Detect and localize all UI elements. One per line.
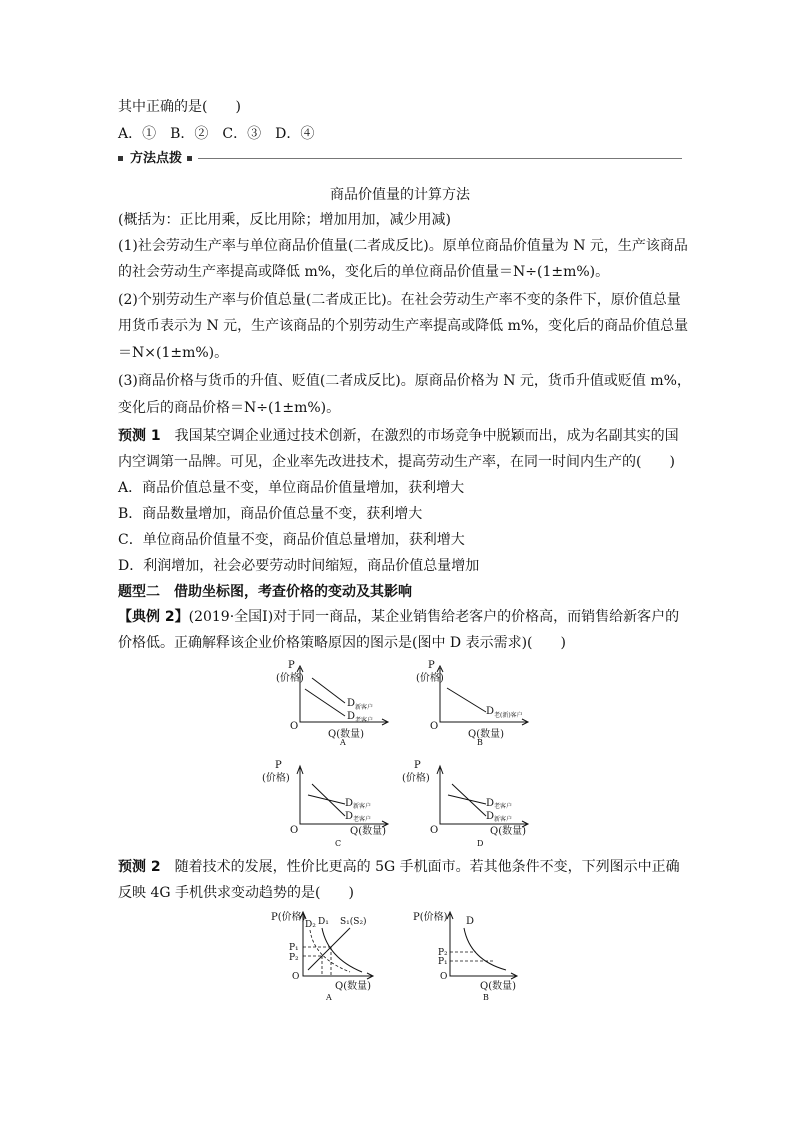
origin-label: O: [290, 825, 299, 836]
pred2-line1: [118, 857, 680, 877]
curve-label-d: D: [486, 706, 495, 717]
pred1-option-a: A．商品价值总量不变，单位商品价值量增加，获利增大: [118, 480, 465, 496]
pred1-label: 预测 1: [118, 428, 161, 444]
curve-sub-new: 新客户: [494, 816, 513, 823]
pred1-text1: 我国某空调企业通过技术创新，在激烈的市场竞争中脱颖而出，成为名副其实的国: [174, 428, 679, 444]
p1-label: P₁: [289, 943, 299, 953]
pred2-label: 预测 2: [118, 859, 161, 875]
origin-label: O: [292, 972, 300, 982]
curve-label-d: D: [345, 811, 354, 822]
axis-price-label: (价格): [262, 773, 290, 784]
ex2-label: 【典例 2】: [118, 609, 189, 625]
axis-q-label: Q(数量): [490, 826, 527, 837]
graph-caption-a: A: [326, 993, 332, 1002]
demand-curve-new: [308, 795, 345, 804]
axis-arrows: [447, 912, 517, 979]
graph-caption-b: B: [477, 738, 483, 747]
graph2-a: [271, 910, 373, 1002]
method-p1-line2: 的社会劳动生产率提高或降低 m%，变化后的单位商品价值量＝N÷(1±m%)。: [118, 264, 610, 280]
axis-price-label: (价格): [402, 773, 430, 784]
axis-price-label: (价格): [416, 673, 444, 684]
demand-curve: [464, 928, 506, 970]
demand-curve-old: [448, 795, 486, 804]
curve-sub-old: 老客户: [494, 803, 513, 810]
axis-arrows: [297, 666, 388, 725]
question-tail: 其中正确的是( ): [118, 99, 241, 115]
demand-curve-new: [312, 678, 345, 703]
section-title: 方法点拨: [130, 151, 183, 166]
graph2-b: [413, 910, 517, 1002]
axis-q-label: Q(数量): [328, 729, 365, 740]
axis-price-label: (价格): [276, 673, 304, 684]
axis-q-label: Q(数量): [350, 826, 387, 837]
pred1-option-d: D．利润增加，社会必要劳动时间缩短，商品价值总量增加: [118, 558, 480, 574]
graph-b: [416, 660, 528, 747]
curve-sub-both: 老(新)客户: [494, 712, 523, 719]
curve-label-s: S₁(S₂): [340, 917, 367, 927]
method-p2-line3: ＝N×(1±m%)。: [118, 345, 229, 361]
origin-label: O: [430, 721, 439, 732]
method-title: 商品价值量的计算方法: [330, 187, 470, 203]
origin-label: O: [430, 825, 439, 836]
pred2-text1: 随着技术的发展，性价比更高的 5G 手机面市。若其他条件不变，下列图示中正确: [174, 859, 680, 875]
curve-label-d: D: [486, 811, 495, 822]
axes: [450, 914, 516, 976]
axis-p-label: P: [428, 660, 435, 671]
method-p2-line2: 用货币表示为 N 元，生产该商品的个别劳动生产率提高或降低 m%，变化后的商品价值总量: [118, 318, 689, 334]
ex2-text1: (2019·全国Ⅰ)对于同一商品，某企业销售给老客户的价格高，而销售给新客户的: [188, 609, 680, 625]
axis-p-label: P: [288, 660, 295, 671]
axis-arrows: [297, 766, 388, 827]
curve-sub-new: 新客户: [353, 803, 372, 810]
graph-caption-c: C: [335, 839, 342, 848]
graph-c: [262, 760, 388, 848]
p1-label: P₁: [438, 957, 448, 967]
curve-label-d: D: [486, 798, 495, 809]
curve-sub-new: 新客户: [355, 704, 374, 711]
axis-p-label: P: [275, 760, 282, 771]
ex2-line2: 价格低。正确解释该企业价格策略原因的图示是(图中 D 表示需求)( ): [118, 635, 566, 651]
method-p3-line2: 变化后的商品价格＝N÷(1±m%)。: [118, 400, 341, 416]
pred1-option-b: B．商品数量增加，商品价值总量不变，获利增大: [118, 506, 423, 522]
origin-label: O: [290, 721, 299, 732]
origin-label: O: [440, 972, 448, 982]
axis-p-label: P(价格): [413, 912, 448, 923]
graph-caption-b: B: [483, 993, 489, 1002]
curve-label-d: D: [466, 916, 475, 927]
graph-caption-a: A: [340, 738, 346, 747]
demand-curve-old: [305, 689, 345, 716]
supply-demand-graphs: [0, 900, 800, 1010]
curve-label-d2: D₂: [305, 920, 316, 930]
axis-p-label: P: [414, 760, 421, 771]
type2-label: 题型二: [118, 584, 160, 600]
method-summary: (概括为：正比用乘，反比用除；增加用加，减少用减): [118, 212, 451, 228]
question-options: A．① B．② C．③ D．④: [118, 126, 315, 142]
axis-q-label: Q(数量): [480, 981, 517, 992]
method-p1-line1: (1)社会劳动生产率与单位商品价值量(二者成反比)。原单位商品价值量为 N 元，生产该商品: [118, 238, 688, 254]
curve-sub-old: 老客户: [353, 816, 372, 823]
p2-label: P₂: [438, 948, 448, 958]
graph-a: [276, 660, 388, 747]
supply-curve: [308, 928, 350, 970]
curve-label-d: D: [345, 798, 354, 809]
pred1-option-c: C．单位商品价值量不变，商品价值总量增加，获利增大: [118, 532, 465, 548]
demand-curve: [447, 688, 486, 712]
curve-label-d: D: [347, 711, 356, 722]
pred2-line2: 反映 4G 手机供求变动趋势的是( ): [118, 885, 354, 901]
graph-caption-d: D: [477, 839, 484, 848]
axis-q-label: Q(数量): [335, 981, 372, 992]
curve-label-d1: D₁: [318, 917, 329, 927]
graph-d: [402, 760, 528, 848]
method-p3-line1: (3)商品价格与货币的升值、贬值(二者成反比)。原商品价格为 N 元，货币升值或贬值 m%，: [118, 373, 691, 389]
curve-label-d: D: [347, 698, 356, 709]
axis-q-label: Q(数量): [468, 729, 505, 740]
type2-title: 借助坐标图，考查价格的变动及其影响: [174, 584, 412, 600]
axis-arrows: [437, 766, 528, 827]
demand-curve-d2: [310, 930, 350, 972]
curve-sub-old: 老客户: [355, 717, 374, 724]
method-p2-line1: (2)个别劳动生产率与价值总量(二者成正比)。在社会劳动生产率不变的条件下，原价值总量: [118, 292, 681, 308]
pred1-line2: 内空调第一品牌。可见，企业率先改进技术，提高劳动生产率，在同一时间内生产的( ): [118, 454, 675, 470]
p2-label: P₂: [289, 953, 299, 963]
axis-p-label: P(价格): [271, 912, 306, 923]
